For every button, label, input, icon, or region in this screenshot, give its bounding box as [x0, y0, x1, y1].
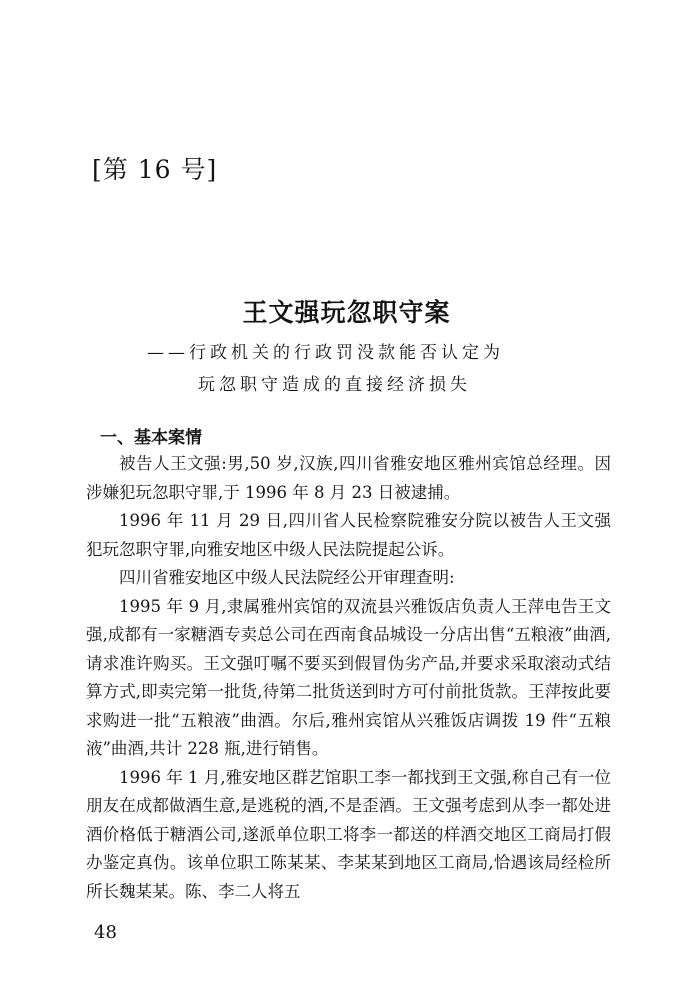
paragraph-defendant: 被告人王文强:男,50 岁,汉族,四川省雅安地区雅州宾馆总经理。因涉嫌犯玩忽职守罪,于 1996 年 8 月 23 日被逮捕。	[86, 454, 611, 502]
paragraph-prosecution: 1996 年 11 月 29 日,四川省人民检察院雅安分院以被告人王文强犯玩忽职守罪,向雅安地区中级人民法院提起公诉。	[86, 511, 611, 559]
case-title: 王文强玩忽职守案	[242, 298, 451, 327]
paragraph-court-finding: 四川省雅安地区中级人民法院经公开审理查明:	[119, 568, 455, 587]
paragraph-1996-events: 1996 年 1 月,雅安地区群艺馆职工李一都找到王文强,称自己有一位朋友在成都做酒生意,是逃税的酒,不是歪酒。王文强考虑到从李一都处进酒价格低于糖酒公司,遂派单位职工将李一都送的样酒交地区工商局打假办鉴定真伪。该单位职工陈某某、李某某到地区工商局,恰遇该局经检所所长魏某某。陈、李二人将五	[86, 767, 611, 901]
case-subtitle-line-2: 玩忽职守造成的直接经济损失	[198, 375, 471, 395]
case-facts-body	[86, 450, 611, 906]
case-subtitle-line-1: ——行政机关的行政罚没款能否认定为	[147, 343, 504, 363]
paragraph-1995-purchase: 1995 年 9 月,隶属雅州宾馆的双流县兴雅饭店负责人王萍电告王文强,成都有一家糖酒专卖总公司在西南食品城设一分店出售“五粮液”曲酒,请求准许购买。王文强叮嘱不要买到假冒伪劣产品,并要求采取滚动式结算方式,即卖完第一批货,待第二批货送到时方可付前批货款。王萍按此要求购进一批“五粮液”曲酒。尔后,雅州宾馆从兴雅饭店调拨 19 件“五粮液”曲酒,共计 228 瓶,进行销售。	[86, 596, 611, 758]
section-heading: 一、基本案情	[100, 428, 202, 448]
case-number: [第 16 号]	[92, 155, 218, 184]
page-number: 48	[94, 922, 117, 943]
